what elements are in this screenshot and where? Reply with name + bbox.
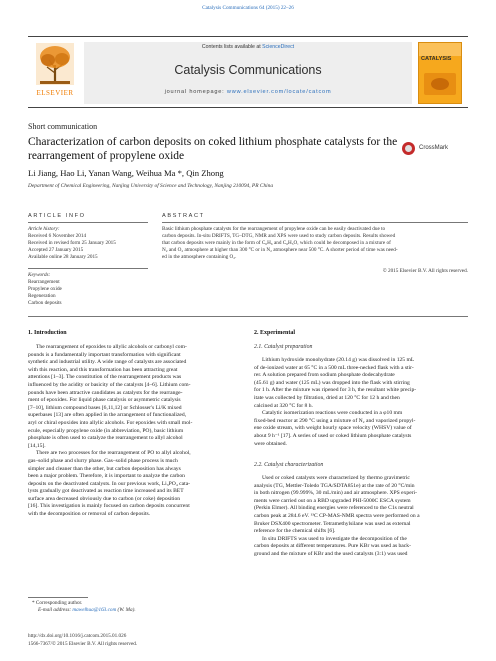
text-line: [14,15]. [28, 442, 46, 449]
journal-title: Catalysis Communications [174, 63, 322, 77]
header-rule-bottom [28, 107, 468, 108]
abstract-line: that carbon deposits were mainly in the form of C₆H₆ and C₆H₅O, which could be decomposed in a mixture of [162, 240, 391, 246]
abstract-heading: ABSTRACT [162, 213, 205, 219]
text-line: deposits on the deactivated catalysts. In our previous work, Li₃PO₄ cata- [28, 480, 191, 487]
publisher-logo [30, 43, 80, 103]
cover-image-detail [431, 78, 449, 90]
cover-title: CATALYSIS [421, 56, 452, 62]
text-line: [7–10], lithium compound bases [6,11,12] or Schlosser's Li/K mixed [28, 404, 182, 411]
text-line: carbon peak at 284.6 eV. ¹³C CP-MAS-NMR spectra were performed on a [254, 512, 420, 519]
history-item: Accepted 27 January 2015 [28, 247, 84, 253]
article-type: Short communication [28, 122, 98, 131]
crossmark-icon-inner [405, 145, 412, 152]
subsection-heading: 2.1. Catalyst preparation [254, 344, 313, 350]
introduction-heading: 1. Introduction [28, 330, 67, 336]
journal-citation[interactable]: Catalysis Communications 64 (2015) 22–26 [202, 5, 294, 11]
text-line: simpler and cleaner than the other, but carbon deposition has always [28, 465, 181, 472]
abstract-rule-top [162, 222, 468, 223]
text-line: ecule, especially propylene oxide (in abbreviation, PO), basic lithium [28, 427, 184, 434]
text-line: ment of epoxides. For liquid phase catalysis or asymmetric catalysis [28, 397, 181, 404]
homepage-link[interactable]: www.elsevier.com/locate/catcom [226, 89, 332, 95]
doi-link[interactable]: http://dx.doi.org/10.1016/j.catcom.2015.01.026 [28, 633, 127, 639]
history-item: Available online 28 January 2015 [28, 254, 98, 260]
text-line: rer. A solution prepared from sodium phosphate dodecahydrate [254, 372, 395, 379]
journal-banner [84, 42, 412, 104]
article-title: Characterization of carbon deposits on coked lithium phosphate catalysts for the rearrangement of propylene oxide [28, 136, 398, 162]
text-line: reference for the chemical shifts [6]. [254, 528, 336, 535]
abstract-body [162, 226, 468, 261]
cover-top-band [419, 43, 461, 56]
journal-homepage-line [84, 89, 412, 95]
text-line: calcined at 320 °C for 8 h. [254, 402, 313, 409]
text-line: Lithium hydroxide monohydrate (20.14 g) was dissolved in 125 mL [262, 357, 415, 363]
issn-line: 1566-7367/© 2015 Elsevier B.V. All rights reserved. [28, 641, 138, 647]
text-line: analysis (TG, Mettler-Toledo TGA/SDTA851e) at the rate of 20 °C/min [254, 482, 415, 489]
email-suffix: (W. Ma). [116, 607, 136, 613]
history-label: Article history: [28, 226, 60, 232]
text-line: (Perkin Elmer). All binding energies were referenced to the C1s neutral [254, 505, 414, 512]
history-item: Received 6 November 2014 [28, 233, 87, 239]
introduction-body [28, 344, 240, 519]
text-line: phosphate is often used to catalyze the rearrangement to allyl alcohol [28, 435, 183, 442]
text-line: ments were carried out on a RBD upgraded PHI-5000C ESCA system [254, 497, 411, 504]
text-line: about 9 h⁻¹ [17]. A series of used or coked lithium phosphate catalysts [254, 432, 412, 439]
contents-available-line [84, 44, 412, 50]
abstract-rule-bottom [28, 316, 468, 317]
homepage-prefix: journal homepage: [164, 89, 227, 95]
text-line: ene oxide stream, with weight hourly space velocity (WHSV) value of [254, 425, 412, 432]
abstract-line: N₂ and O₂ atmosphere at higher than 300 °C or in N₂ atmosphere near 500 °C. A shorter period of time was need- [162, 247, 398, 253]
keywords-block [28, 272, 148, 307]
text-line: pounds have been attractive candidates as catalysts for the rearrange- [28, 389, 183, 396]
header-rule-top [28, 36, 468, 37]
keywords-rule [28, 268, 148, 269]
journal-cover-thumbnail [418, 42, 462, 104]
text-line: surface area decreased obviously due to carbon (or coke) deposition [28, 495, 181, 502]
text-line: with the decomposition or removal of carbon deposits. [28, 511, 151, 518]
abstract-line: Basic lithium phosphate catalysts for the rearrangement of propylene oxide can be easily deactivated due to [162, 226, 386, 232]
history-item: Received in revised form 25 January 2015 [28, 240, 116, 246]
text-line: [16]. This investigation is mainly focused on carbon deposits concurrent [28, 503, 190, 510]
text-line: There are two processes for the rearrangement of PO to allyl alcohol, [36, 450, 191, 457]
text-line: itate was collected by filtration, dried at 120 °C for 12 h and then [254, 394, 400, 401]
affiliation: Department of Chemical Engineering, Nanjing University of Science and Technology, Nanjing 210094, PR China [28, 183, 274, 189]
abstract-line: carbon deposits. In-situ DRIFTS, TG–DTG, NMR and XPS were used to study carbon deposits. Results showed [162, 233, 396, 239]
text-line: lysts gradually got deactivated as reaction time increased and its BET [28, 488, 184, 495]
copyright-notice: © 2015 Elsevier B.V. All rights reserved. [382, 268, 468, 274]
text-line: with this reaction, and this transformation has been attracting great [28, 366, 178, 373]
text-line: aryl or chiral epoxides into allylic alcohols. For epoxides with small mol- [28, 419, 193, 426]
keywords-label: Keywords: [28, 272, 51, 278]
catalyst-preparation-body [254, 357, 468, 448]
text-line: ground and the mixture of KBr and the used catalysts (3:1) was used [254, 550, 408, 557]
subsection-heading: 2.2. Catalyst characterization [254, 462, 324, 468]
text-line: superbases [13] are often applied in the arrangement of functionalized, [28, 412, 187, 419]
text-line: (45.61 g) and water (125 mL) was dropped into the flask with stirring [254, 379, 410, 386]
footnote-email [38, 607, 136, 614]
keyword: Regeneration [28, 293, 56, 299]
text-line: for 1 h. After the mixture was ripened for 3 h, the resultant white precip- [254, 387, 417, 394]
crossmark-label: CrossMark [419, 145, 449, 151]
keyword: Rearrangement [28, 279, 60, 285]
article-info-rule [28, 222, 148, 223]
footnote-corresponding [32, 600, 82, 607]
publisher-name: ELSEVIER [36, 89, 74, 97]
footnote-mark: * [32, 600, 35, 606]
catalyst-characterization-body [254, 475, 468, 559]
text-line: Bruker DSX400 spectrometer. Tetramethylsilane was used as external [254, 520, 411, 527]
text-line: fixed-bed reactor at 290 °C using a mixture of N₂ and vaporized propyl- [254, 417, 416, 424]
text-line: were obtained. [254, 440, 287, 447]
keyword: Carbon deposits [28, 300, 62, 306]
sciencedirect-link[interactable]: ScienceDirect [262, 44, 295, 50]
text-line: in both nitrogen (99.999%, 30 mL/min) and air atmosphere. XPS experi- [254, 490, 417, 497]
text-line: synthetic and industrial utility. A wide range of catalysts are associated [28, 359, 187, 366]
experimental-heading: 2. Experimental [254, 330, 295, 336]
crossmark-badge[interactable] [402, 142, 462, 156]
text-line: attentions [1–3]. The constitution of the rearrangement products was [28, 374, 182, 381]
text-line: pounds is a fundamentally important transformation with significant [28, 351, 181, 358]
text-line: of de-ionized water at 65 °C in a 500 mL three-necked flask with a stir- [254, 364, 414, 371]
text-line: Used or coked catalysts were characterized by thermo gravimetric [262, 475, 410, 481]
text-line: carbon deposits at different temperatures. Pure KBr was used as back- [254, 543, 411, 550]
author-list: Li Jiang, Hao Li, Yanan Wang, Weihua Ma *, Qin Zhong [28, 168, 224, 178]
email-label: E-mail address: [38, 607, 73, 613]
elsevier-tree-icon [36, 43, 74, 85]
footnote-label: Corresponding author. [35, 600, 83, 606]
email-link[interactable]: mawelhua@163.com [72, 607, 117, 613]
text-line: Catalytic isomerization reactions were conducted in a φ10 mm [262, 410, 403, 417]
contents-prefix: Contents lists available at [201, 44, 263, 50]
text-line: The rearrangement of epoxides to allylic alcohols or carbonyl com- [36, 344, 187, 350]
abstract-line: ed in the atmosphere containing O₂. [162, 254, 237, 260]
keyword: Propylene oxide [28, 286, 62, 292]
text-line: been a major problem. Therefore, it is important to analyze the carbon [28, 473, 185, 480]
text-line: influenced by the acidity or basicity of the catalysts [4–6]. Lithium com- [28, 381, 191, 388]
article-history [28, 226, 148, 261]
article-info-heading: ARTICLE INFO [28, 213, 86, 219]
footnote-rule [28, 597, 88, 598]
text-line: In situ DRIFTS was used to investigate the decomposition of the [262, 535, 407, 542]
text-line: gas–solid phase and slurry phase. Gas–solid phase process is much [28, 457, 178, 464]
